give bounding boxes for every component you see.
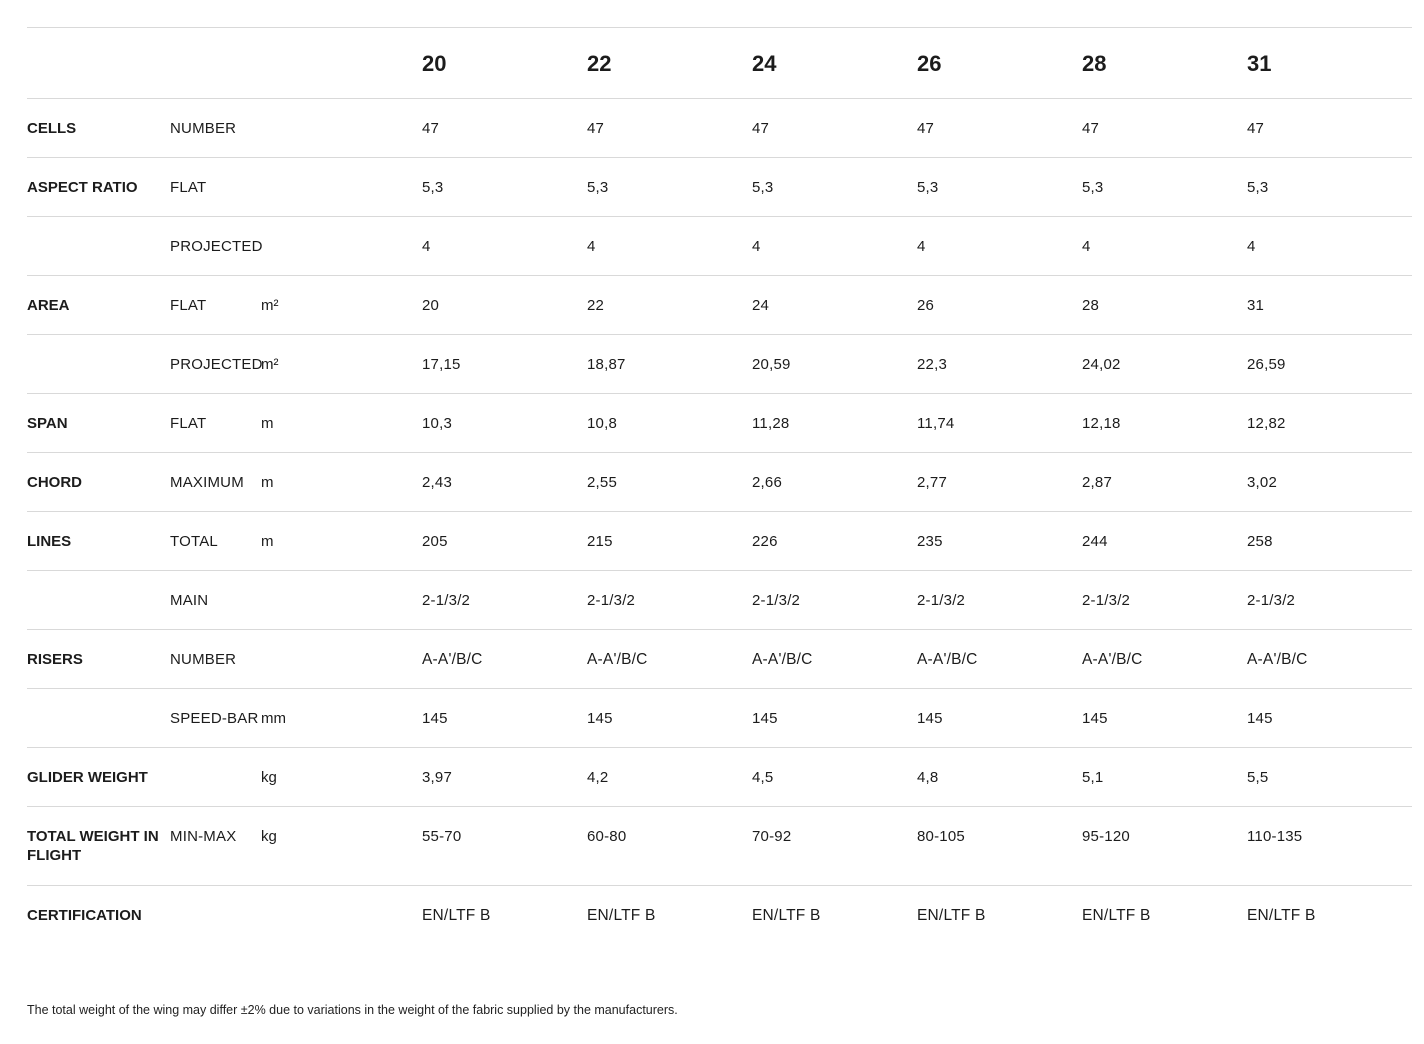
spec-row [27,158,1412,217]
spec-value: 4 [752,217,917,276]
spec-value: 12,82 [1247,394,1412,453]
spec-value: 2,66 [752,453,917,512]
spec-row [27,276,1412,335]
spec-value: EN/LTF B [1082,886,1247,945]
spec-value: EN/LTF B [422,886,587,945]
spec-value: 5,3 [752,158,917,217]
size-header: 26 [917,28,1082,99]
row-group-label: GLIDER WEIGHT [27,748,170,807]
spec-value: 95-120 [1082,807,1247,886]
footnote: The total weight of the wing may differ ±2% due to variations in the weight of the fabric supplied by the manufacturers. [27,1003,678,1017]
spec-value: 2-1/3/2 [1247,571,1412,630]
row-unit [261,99,422,158]
spec-value: 145 [1082,689,1247,748]
spec-value: EN/LTF B [587,886,752,945]
spec-value: 47 [587,99,752,158]
spec-value: 47 [1247,99,1412,158]
row-group-label [27,689,170,748]
spec-value: 17,15 [422,335,587,394]
spec-value: 22,3 [917,335,1082,394]
row-unit: m [261,512,422,571]
spec-value: 3,97 [422,748,587,807]
spec-value: 145 [587,689,752,748]
spec-value: 5,3 [1082,158,1247,217]
row-unit: kg [261,748,422,807]
size-header: 31 [1247,28,1412,99]
spec-value: 2,43 [422,453,587,512]
spec-value: 10,3 [422,394,587,453]
spec-value: 5,3 [1247,158,1412,217]
row-unit: m² [261,276,422,335]
spec-value: 5,3 [422,158,587,217]
row-sub-label: SPEED-BAR [170,689,261,748]
spec-value: 4,8 [917,748,1082,807]
spec-value: 80-105 [917,807,1082,886]
header-empty-group [27,28,170,99]
spec-value: 47 [917,99,1082,158]
spec-value: 258 [1247,512,1412,571]
spec-value: 5,1 [1082,748,1247,807]
spec-value: 5,3 [917,158,1082,217]
size-header: 28 [1082,28,1247,99]
spec-value: A-A'/B/C [917,630,1082,689]
spec-value: 11,28 [752,394,917,453]
row-unit: kg [261,807,422,886]
row-sub-label [170,886,261,945]
row-group-label [27,217,170,276]
row-sub-label: MAXIMUM [170,453,261,512]
spec-value: 70-92 [752,807,917,886]
spec-value: 2,55 [587,453,752,512]
spec-value: A-A'/B/C [1247,630,1412,689]
row-group-label: TOTAL WEIGHT IN FLIGHT [27,807,170,886]
spec-value: 47 [1082,99,1247,158]
spec-value: 60-80 [587,807,752,886]
spec-value: 26,59 [1247,335,1412,394]
spec-value: A-A'/B/C [1082,630,1247,689]
header-empty-unit [261,28,422,99]
spec-row [27,99,1412,158]
spec-value: A-A'/B/C [422,630,587,689]
spec-value: 2,77 [917,453,1082,512]
spec-value: 2,87 [1082,453,1247,512]
spec-value: 2-1/3/2 [587,571,752,630]
spec-value: 28 [1082,276,1247,335]
spec-value: 24 [752,276,917,335]
spec-value: 4,2 [587,748,752,807]
spec-value: 145 [752,689,917,748]
row-group-label: CELLS [27,99,170,158]
size-header: 20 [422,28,587,99]
row-group-label: AREA [27,276,170,335]
row-sub-label: MAIN [170,571,261,630]
row-unit [261,630,422,689]
spec-value: 145 [1247,689,1412,748]
row-sub-label: FLAT [170,394,261,453]
spec-value: 11,74 [917,394,1082,453]
row-group-label: LINES [27,512,170,571]
spec-value: 10,8 [587,394,752,453]
spec-row [27,807,1412,886]
row-unit [261,886,422,945]
spec-row [27,630,1412,689]
spec-value: A-A'/B/C [587,630,752,689]
spec-row [27,571,1412,630]
row-group-label: SPAN [27,394,170,453]
spec-row [27,512,1412,571]
spec-row [27,886,1412,945]
size-header-row [27,28,1412,99]
spec-value: 4,5 [752,748,917,807]
row-unit [261,158,422,217]
row-unit: m [261,453,422,512]
spec-row [27,217,1412,276]
spec-value: 145 [422,689,587,748]
spec-row [27,335,1412,394]
row-unit: mm [261,689,422,748]
spec-table [27,27,1412,945]
row-sub-label: MIN-MAX [170,807,261,886]
spec-value: 215 [587,512,752,571]
row-sub-label: NUMBER [170,99,261,158]
row-group-label: CERTIFICATION [27,886,170,945]
header-empty-sub [170,28,261,99]
spec-value: EN/LTF B [917,886,1082,945]
spec-table-body [27,99,1412,945]
spec-value: 2-1/3/2 [917,571,1082,630]
size-header: 24 [752,28,917,99]
spec-value: 55-70 [422,807,587,886]
spec-value: 24,02 [1082,335,1247,394]
spec-value: 4 [1082,217,1247,276]
spec-value: 20 [422,276,587,335]
spec-value: 18,87 [587,335,752,394]
spec-value: 226 [752,512,917,571]
spec-row [27,453,1412,512]
row-group-label: RISERS [27,630,170,689]
row-group-label: ASPECT RATIO [27,158,170,217]
spec-value: 31 [1247,276,1412,335]
spec-value: 244 [1082,512,1247,571]
row-sub-label: TOTAL [170,512,261,571]
spec-value: 26 [917,276,1082,335]
spec-value: 3,02 [1247,453,1412,512]
spec-value: 47 [752,99,917,158]
spec-value: 5,3 [587,158,752,217]
spec-value: 22 [587,276,752,335]
row-sub-label: PROJECTED [170,217,261,276]
spec-value: 12,18 [1082,394,1247,453]
row-unit [261,571,422,630]
spec-value: 2-1/3/2 [752,571,917,630]
spec-value: 110-135 [1247,807,1412,886]
size-header: 22 [587,28,752,99]
spec-row [27,394,1412,453]
row-group-label: CHORD [27,453,170,512]
spec-value: 4 [1247,217,1412,276]
spec-value: 145 [917,689,1082,748]
spec-value: 4 [917,217,1082,276]
spec-value: EN/LTF B [1247,886,1412,945]
row-sub-label: FLAT [170,158,261,217]
row-unit [261,217,422,276]
spec-value: 4 [587,217,752,276]
spec-value: A-A'/B/C [752,630,917,689]
row-sub-label: NUMBER [170,630,261,689]
spec-value: 2-1/3/2 [1082,571,1247,630]
spec-row [27,689,1412,748]
spec-value: 205 [422,512,587,571]
row-sub-label: FLAT [170,276,261,335]
spec-value: 5,5 [1247,748,1412,807]
row-sub-label [170,748,261,807]
row-unit: m [261,394,422,453]
row-sub-label: PROJECTED [170,335,261,394]
row-group-label [27,335,170,394]
spec-value: 47 [422,99,587,158]
spec-value: 20,59 [752,335,917,394]
spec-value: 235 [917,512,1082,571]
spec-value: 2-1/3/2 [422,571,587,630]
spec-value: 4 [422,217,587,276]
spec-row [27,748,1412,807]
row-unit: m² [261,335,422,394]
spec-value: EN/LTF B [752,886,917,945]
row-group-label [27,571,170,630]
